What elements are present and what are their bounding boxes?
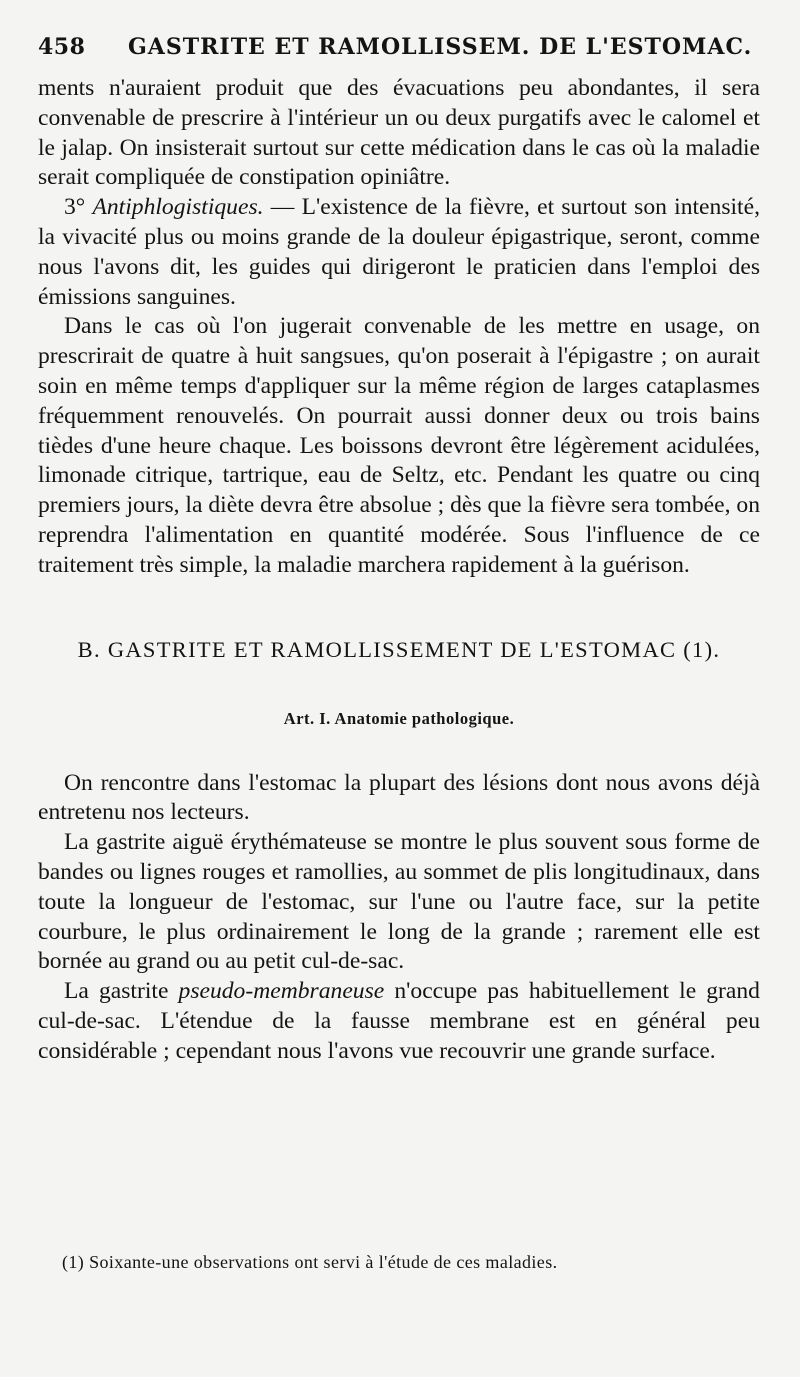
paragraph-sangsues: Dans le cas où l'on jugerait convenable de les mettre en usage, on prescrirait de quatre à huit sangsues, qu'on poserait à l'épigastre ; on aurait soin en même temps d'appliquer sur la même région de larges cataplasmes fréquemment renouvelés. On pourrait aussi donner deux ou trois bains tièdes d'une heure chaque. Les boissons devront être légèrement acidulées, limonade citrique, tartrique, eau de Seltz, etc. Pendant les quatre ou cinq premiers jours, la diète devra être absolue ; dès que la fièvre sera tombée, on reprendra l'alimentation en quantité modérée. Sous l'influence de ce traitement très simple, la maladie marchera rapidement à la guérison. [38, 313, 760, 578]
page-number: 458 [38, 34, 86, 60]
italic-term: pseudo-membraneuse [178, 978, 385, 1005]
paragraph-antiphlogistiques [38, 193, 760, 312]
body-text-bottom [38, 769, 760, 1067]
paragraph-gastrite-aigue: La gastrite aiguë érythémateuse se montre le plus souvent sous forme de bandes ou lignes rouges et ramollies, au sommet de plis longitudinaux, dans toute la longueur de l'estomac, sur l'une ou l'autre face, sur la petite courbure, le plus ordinairement le long de la grande ; rarement elle est bornée au grand ou au petit cul-de-sac. [38, 829, 760, 975]
list-marker: 3° [64, 194, 86, 221]
footnote: (1) Soixante-une observations ont servi à l'étude de ces maladies. [62, 1252, 558, 1272]
running-title: GASTRITE ET RAMOLLISSEM. DE L'ESTOMAC. [128, 34, 753, 60]
body-text-top [38, 74, 760, 581]
article-title: Art. I. Anatomie pathologique. [283, 708, 515, 728]
paragraph-text: — L'existence de la fièvre, et surtout son intensité, la vivacité plus ou moins grande de la douleur épigastrique, seront, comme nous l'avons dit, les guides qui dirigeront le praticien dans l'emploi des émissions sanguines. [38, 194, 760, 310]
paragraph-text: La gastrite [64, 978, 179, 1005]
paragraph-lesions: On rencontre dans l'estomac la plupart des lésions dont nous avons déjà entretenu nos lecteurs. [38, 769, 760, 826]
page-header [38, 34, 760, 74]
italic-term: Antiphlogistiques. [92, 194, 264, 221]
paragraph-pseudo-membraneuse [38, 977, 760, 1066]
paragraph-text: n'occupe pas habituellement le grand cul-de-sac. L'étendue de la fausse membrane est en général peu considérable ; cependant nous l'avons vue recouvrir une grande surface. [38, 978, 760, 1064]
paragraph-continuation: ments n'auraient produit que des évacuations peu abondantes, il sera convenable de prescrire à l'intérieur un ou deux purgatifs avec le calomel et le jalap. On insisterait surtout sur cette médication dans le cas où la maladie serait compliquée de constipation opiniâtre. [38, 75, 760, 191]
section-title: B. GASTRITE ET RAMOLLISSEMENT DE L'ESTOMAC (1). [77, 636, 721, 662]
